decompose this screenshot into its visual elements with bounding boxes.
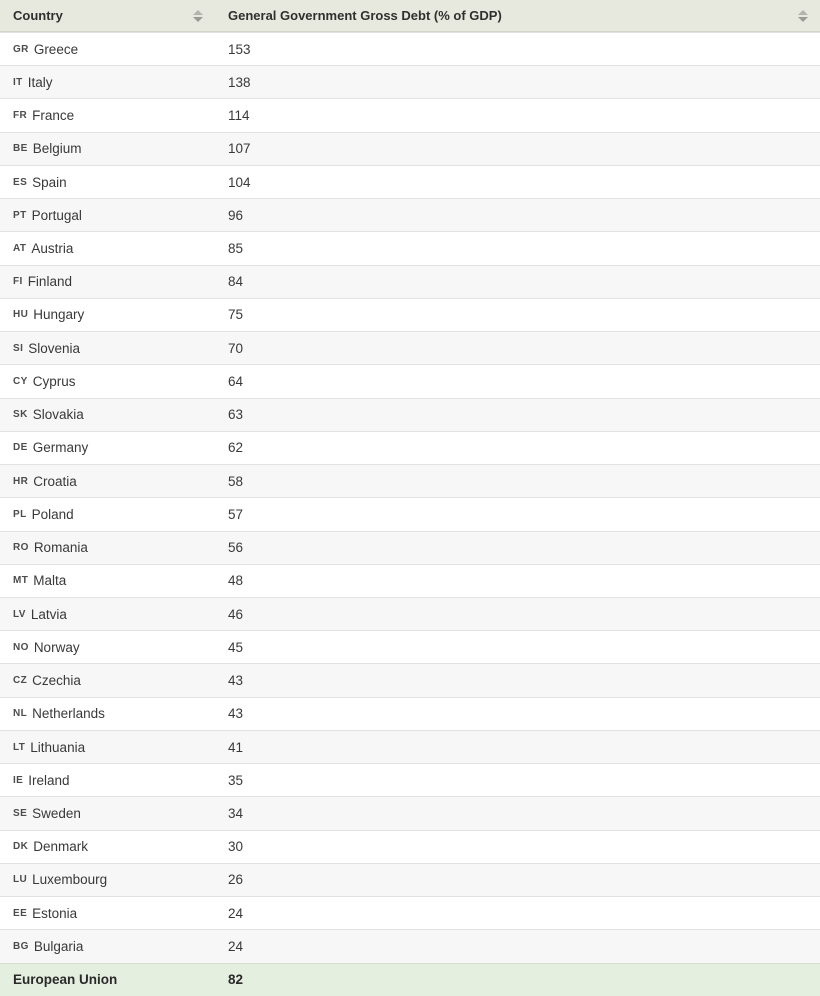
debt-value-cell: 85 — [228, 241, 244, 257]
country-code: RO — [13, 542, 29, 554]
debt-value-cell: 48 — [228, 573, 244, 589]
country-cell — [0, 440, 215, 455]
country-cell — [0, 75, 215, 90]
table-row — [0, 730, 820, 763]
country-name: Slovakia — [32, 407, 84, 423]
table-row — [0, 697, 820, 730]
table-body — [0, 32, 820, 996]
table-row — [0, 564, 820, 597]
table-row — [0, 896, 820, 929]
country-name: Netherlands — [32, 706, 105, 722]
column-header-debt-label: General Government Gross Debt (% of GDP) — [228, 8, 502, 23]
country-name: Lithuania — [30, 739, 86, 755]
country-code: BG — [13, 940, 29, 952]
country-cell — [0, 640, 215, 655]
debt-value-cell: 107 — [228, 141, 251, 157]
country-code: HR — [13, 475, 29, 487]
country-name: Belgium — [32, 141, 82, 157]
country-name: Ireland — [28, 772, 70, 788]
table-row — [0, 663, 820, 696]
country-name: Cyprus — [32, 373, 76, 389]
table-row — [0, 198, 820, 231]
country-code: FR — [13, 110, 28, 122]
sort-up-icon — [798, 10, 808, 15]
country-name: Greece — [33, 41, 79, 57]
country-code: CZ — [13, 675, 28, 687]
country-name: Luxembourg — [32, 872, 108, 888]
column-header-country[interactable] — [0, 0, 215, 31]
table-row — [0, 32, 820, 65]
table-row — [0, 265, 820, 298]
table-row — [0, 929, 820, 962]
column-header-debt[interactable] — [215, 0, 820, 31]
country-name: Poland — [31, 506, 74, 522]
country-code: LV — [13, 608, 26, 620]
country-name: Spain — [32, 174, 67, 190]
debt-value-cell: 153 — [228, 41, 251, 57]
debt-value-cell: 82 — [228, 972, 244, 988]
country-cell — [0, 141, 215, 156]
debt-value-cell: 43 — [228, 706, 244, 722]
country-cell — [0, 607, 215, 622]
debt-value-cell: 84 — [228, 274, 244, 290]
debt-value-cell: 26 — [228, 872, 244, 888]
country-code: NO — [13, 641, 29, 653]
debt-value-cell: 46 — [228, 606, 244, 622]
country-cell — [0, 540, 215, 555]
country-code: CY — [13, 375, 28, 387]
country-cell — [0, 706, 215, 721]
country-code: FI — [13, 276, 23, 288]
debt-value-cell: 24 — [228, 905, 244, 921]
debt-value-cell: 58 — [228, 473, 244, 489]
country-cell — [0, 407, 215, 422]
country-name: Malta — [33, 573, 67, 589]
debt-value-cell: 62 — [228, 440, 244, 456]
debt-value-cell: 96 — [228, 207, 244, 223]
country-cell — [0, 806, 215, 821]
debt-value-cell: 35 — [228, 772, 244, 788]
debt-value-cell: 30 — [228, 839, 244, 855]
country-cell — [0, 740, 215, 755]
country-cell — [0, 307, 215, 322]
country-code: SI — [13, 342, 24, 354]
debt-value-cell: 43 — [228, 673, 244, 689]
debt-value-cell: 24 — [228, 938, 244, 954]
country-code: DE — [13, 442, 28, 454]
debt-value-cell: 41 — [228, 739, 244, 755]
country-code: SE — [13, 808, 28, 819]
country-name: Slovenia — [28, 340, 81, 356]
table-row — [0, 331, 820, 364]
table-row — [0, 796, 820, 829]
sort-arrows-icon — [798, 10, 808, 22]
country-name: Croatia — [33, 473, 77, 489]
table-row — [0, 165, 820, 198]
country-code: IT — [13, 76, 23, 88]
debt-value-cell: 57 — [228, 506, 244, 522]
country-code: EE — [13, 907, 28, 919]
country-code: BE — [13, 143, 28, 155]
country-cell — [0, 673, 215, 688]
country-name: Sweden — [32, 806, 81, 821]
table-footer-row — [0, 963, 820, 996]
country-cell — [0, 573, 215, 588]
country-code: LT — [13, 741, 26, 753]
country-name: Portugal — [31, 207, 82, 223]
sort-up-icon — [193, 10, 203, 15]
debt-value-cell: 64 — [228, 373, 244, 389]
country-name: Austria — [31, 241, 74, 257]
column-header-country-label: Country — [13, 8, 63, 23]
country-name: France — [32, 108, 75, 124]
country-cell — [0, 208, 215, 223]
table-row — [0, 132, 820, 165]
debt-value-cell: 75 — [228, 307, 244, 323]
table-row — [0, 231, 820, 264]
country-code: PL — [13, 508, 27, 520]
table-row — [0, 597, 820, 630]
country-cell — [0, 175, 215, 190]
debt-value-cell: 114 — [228, 108, 250, 124]
sort-down-icon — [193, 17, 203, 22]
country-name: Finland — [27, 274, 72, 290]
country-cell — [0, 108, 215, 123]
table-row — [0, 630, 820, 663]
table-row — [0, 497, 820, 530]
country-cell — [0, 972, 215, 987]
country-name: Italy — [27, 74, 53, 90]
table-row — [0, 763, 820, 796]
debt-value-cell: 70 — [228, 340, 244, 356]
country-code: DK — [13, 841, 29, 853]
country-cell — [0, 241, 215, 256]
table-row — [0, 364, 820, 397]
table-header-row — [0, 0, 820, 32]
country-cell — [0, 374, 215, 389]
table-row — [0, 531, 820, 564]
country-name: Latvia — [30, 606, 67, 622]
table-row — [0, 830, 820, 863]
table-row — [0, 65, 820, 98]
table-row — [0, 431, 820, 464]
country-name: Estonia — [32, 905, 78, 921]
country-code: LU — [13, 874, 28, 886]
country-code: HU — [13, 309, 29, 321]
country-code: ES — [13, 176, 28, 188]
country-cell — [0, 906, 215, 921]
table-row — [0, 98, 820, 131]
country-code: PT — [13, 209, 27, 221]
debt-value-cell: 104 — [228, 174, 251, 190]
country-name: Hungary — [33, 307, 85, 323]
debt-value-cell: 45 — [228, 639, 244, 655]
table-row — [0, 398, 820, 431]
country-cell — [0, 42, 215, 57]
country-code: SK — [13, 409, 28, 421]
country-code: IE — [13, 774, 24, 786]
country-code: MT — [13, 575, 29, 587]
country-name: Denmark — [33, 839, 89, 855]
country-name: Czechia — [32, 673, 81, 689]
debt-value-cell: 56 — [228, 540, 244, 556]
country-name: Bulgaria — [33, 938, 84, 954]
sort-down-icon — [798, 17, 808, 22]
country-cell — [0, 939, 215, 954]
country-name: Germany — [32, 440, 89, 456]
country-cell — [0, 274, 215, 289]
debt-value-cell: 138 — [228, 74, 251, 90]
country-code: GR — [13, 43, 29, 55]
country-cell — [0, 507, 215, 522]
table-row — [0, 863, 820, 896]
country-name: Norway — [33, 639, 80, 655]
country-code: AT — [13, 243, 27, 255]
country-cell — [0, 773, 215, 788]
country-cell — [0, 872, 215, 887]
country-name: European Union — [13, 972, 118, 988]
table-row — [0, 464, 820, 497]
country-cell — [0, 341, 215, 356]
country-name: Romania — [33, 540, 88, 556]
country-code: NL — [13, 708, 28, 720]
table-row — [0, 298, 820, 331]
country-cell — [0, 474, 215, 489]
sort-arrows-icon — [193, 10, 203, 22]
country-cell — [0, 839, 215, 854]
debt-value-cell: 63 — [228, 407, 244, 423]
debt-value-cell: 34 — [228, 806, 244, 821]
